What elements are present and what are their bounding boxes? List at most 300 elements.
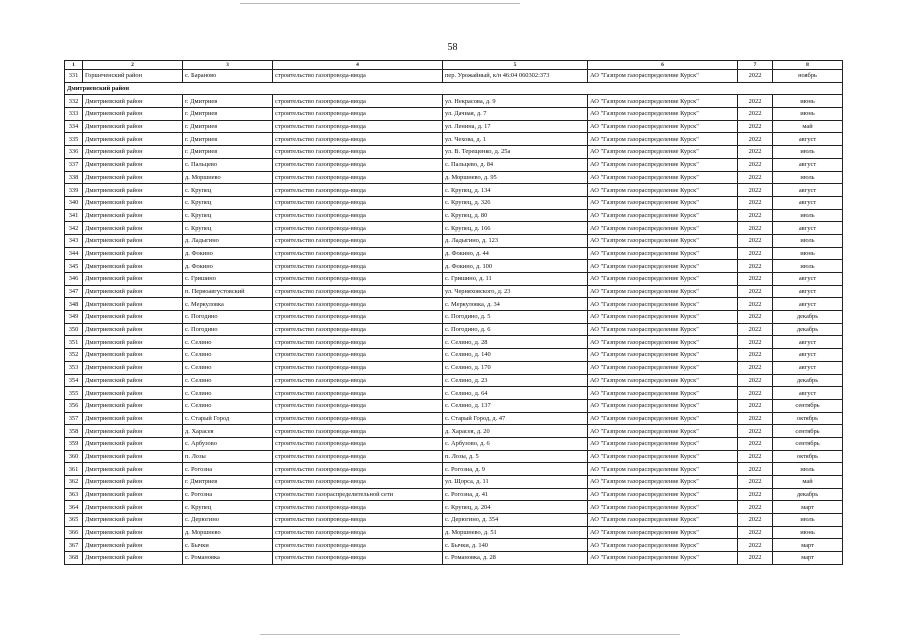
- settlement-cell: с. Селино: [183, 387, 273, 400]
- work-cell: строительство газопровода-ввода: [273, 361, 443, 374]
- settlement-cell: г. Дмитриев: [183, 95, 273, 108]
- work-cell: строительство газопровода-ввода: [273, 196, 443, 209]
- settlement-cell: с. Селино: [183, 336, 273, 349]
- month-cell: май: [773, 120, 843, 133]
- year-cell: 2022: [738, 158, 773, 171]
- settlement-cell: с. Гришино: [183, 273, 273, 286]
- organization-cell: АО "Газпром газораспределение Курск": [588, 539, 738, 552]
- row-number: 360: [65, 450, 83, 463]
- district-cell: Дмитриевский район: [83, 158, 183, 171]
- settlement-cell: с. Романовка: [183, 552, 273, 565]
- address-cell: с. Гришино, д. 11: [443, 273, 588, 286]
- row-number: 363: [65, 488, 83, 501]
- month-cell: сентябрь: [773, 399, 843, 412]
- month-cell: август: [773, 361, 843, 374]
- month-cell: декабрь: [773, 311, 843, 324]
- work-cell: строительство газопровода-ввода: [273, 374, 443, 387]
- work-cell: строительство газопровода-ввода: [273, 450, 443, 463]
- address-cell: д. Фокино, д. 44: [443, 247, 588, 260]
- month-cell: ноябрь: [773, 70, 843, 83]
- month-cell: август: [773, 285, 843, 298]
- address-cell: с. Селино, д. 140: [443, 349, 588, 362]
- row-number: 349: [65, 311, 83, 324]
- table-row: [65, 387, 843, 400]
- organization-cell: АО "Газпром газораспределение Курск": [588, 285, 738, 298]
- organization-cell: АО "Газпром газораспределение Курск": [588, 146, 738, 159]
- table-row: [65, 488, 843, 501]
- page-number: 58: [447, 42, 458, 53]
- year-cell: 2022: [738, 387, 773, 400]
- month-cell: август: [773, 184, 843, 197]
- work-cell: строительство газопровода-ввода: [273, 171, 443, 184]
- year-cell: 2022: [738, 323, 773, 336]
- header-row: [65, 61, 843, 70]
- organization-cell: АО "Газпром газораспределение Курск": [588, 70, 738, 83]
- year-cell: 2022: [738, 425, 773, 438]
- year-cell: 2022: [738, 311, 773, 324]
- month-cell: июль: [773, 146, 843, 159]
- district-cell: Дмитриевский район: [83, 463, 183, 476]
- work-cell: строительство газораспределительной сети: [273, 488, 443, 501]
- work-cell: строительство газопровода-ввода: [273, 260, 443, 273]
- month-cell: май: [773, 476, 843, 489]
- section-title: Дмитриевский район: [65, 82, 843, 95]
- month-cell: декабрь: [773, 374, 843, 387]
- row-number: 347: [65, 285, 83, 298]
- year-cell: 2022: [738, 412, 773, 425]
- organization-cell: АО "Газпром газораспределение Курск": [588, 463, 738, 476]
- district-cell: Дмитриевский район: [83, 273, 183, 286]
- settlement-cell: г. Дмитриев: [183, 476, 273, 489]
- district-cell: Дмитриевский район: [83, 146, 183, 159]
- row-number: 368: [65, 552, 83, 565]
- settlement-cell: с. Крупец: [183, 209, 273, 222]
- work-cell: строительство газопровода-ввода: [273, 285, 443, 298]
- organization-cell: АО "Газпром газораспределение Курск": [588, 209, 738, 222]
- address-cell: с. Крупец, д. 80: [443, 209, 588, 222]
- row-number: 336: [65, 146, 83, 159]
- table-row: [65, 285, 843, 298]
- table-row: [65, 171, 843, 184]
- month-cell: август: [773, 387, 843, 400]
- settlement-cell: г. Дмитриев: [183, 146, 273, 159]
- settlement-cell: с. Старый Город: [183, 412, 273, 425]
- district-cell: Дмитриевский район: [83, 450, 183, 463]
- row-number: 367: [65, 539, 83, 552]
- address-cell: с. Селино, д. 137: [443, 399, 588, 412]
- year-cell: 2022: [738, 95, 773, 108]
- column-header: 8: [773, 61, 843, 70]
- work-cell: строительство газопровода-ввода: [273, 70, 443, 83]
- settlement-cell: с. Бараново: [183, 70, 273, 83]
- district-cell: Дмитриевский район: [83, 501, 183, 514]
- organization-cell: АО "Газпром газораспределение Курск": [588, 425, 738, 438]
- district-cell: Дмитриевский район: [83, 120, 183, 133]
- work-cell: строительство газопровода-ввода: [273, 552, 443, 565]
- month-cell: август: [773, 336, 843, 349]
- table-row: [65, 349, 843, 362]
- year-cell: 2022: [738, 209, 773, 222]
- row-number: 331: [65, 70, 83, 83]
- organization-cell: АО "Газпром газораспределение Курск": [588, 488, 738, 501]
- table-row: [65, 298, 843, 311]
- year-cell: 2022: [738, 247, 773, 260]
- settlement-cell: п. Первоавгустовский: [183, 285, 273, 298]
- district-cell: Дмитриевский район: [83, 209, 183, 222]
- year-cell: 2022: [738, 488, 773, 501]
- table-row: [65, 273, 843, 286]
- month-cell: август: [773, 222, 843, 235]
- work-cell: строительство газопровода-ввода: [273, 539, 443, 552]
- table-row: [65, 158, 843, 171]
- address-cell: с. Дерюгино, д. 354: [443, 514, 588, 527]
- work-cell: строительство газопровода-ввода: [273, 298, 443, 311]
- work-cell: строительство газопровода-ввода: [273, 234, 443, 247]
- district-cell: Дмитриевский район: [83, 336, 183, 349]
- district-cell: Дмитриевский район: [83, 171, 183, 184]
- settlement-cell: с. Бычки: [183, 539, 273, 552]
- table-row: [65, 323, 843, 336]
- work-cell: строительство газопровода-ввода: [273, 412, 443, 425]
- row-number: 339: [65, 184, 83, 197]
- month-cell: октябрь: [773, 412, 843, 425]
- work-cell: строительство газопровода-ввода: [273, 514, 443, 527]
- address-cell: с. Крупец, д. 326: [443, 196, 588, 209]
- organization-cell: АО "Газпром газораспределение Курск": [588, 260, 738, 273]
- year-cell: 2022: [738, 273, 773, 286]
- district-cell: Дмитриевский район: [83, 222, 183, 235]
- row-number: 333: [65, 108, 83, 121]
- year-cell: 2022: [738, 526, 773, 539]
- settlement-cell: с. Селино: [183, 374, 273, 387]
- column-header: 4: [273, 61, 443, 70]
- organization-cell: АО "Газпром газораспределение Курск": [588, 222, 738, 235]
- settlement-cell: г. Дмитриев: [183, 120, 273, 133]
- row-number: 358: [65, 425, 83, 438]
- settlement-cell: д. Фокино: [183, 260, 273, 273]
- address-cell: с. Бычки, д. 140: [443, 539, 588, 552]
- month-cell: август: [773, 298, 843, 311]
- address-cell: пер. Урожайный, к/н 46:04 060302:373: [443, 70, 588, 83]
- organization-cell: АО "Газпром газораспределение Курск": [588, 311, 738, 324]
- month-cell: июнь: [773, 247, 843, 260]
- year-cell: 2022: [738, 146, 773, 159]
- month-cell: август: [773, 196, 843, 209]
- table-row: [65, 336, 843, 349]
- row-number: 356: [65, 399, 83, 412]
- row-number: 364: [65, 501, 83, 514]
- work-cell: строительство газопровода-ввода: [273, 120, 443, 133]
- district-cell: Дмитриевский район: [83, 298, 183, 311]
- organization-cell: АО "Газпром газораспределение Курск": [588, 247, 738, 260]
- table-row: [65, 108, 843, 121]
- table-row: [65, 184, 843, 197]
- work-cell: строительство газопровода-ввода: [273, 209, 443, 222]
- month-cell: июнь: [773, 108, 843, 121]
- address-cell: ул. Дачная, д. 7: [443, 108, 588, 121]
- address-cell: с. Старый Город, д. 47: [443, 412, 588, 425]
- district-cell: Дмитриевский район: [83, 425, 183, 438]
- month-cell: март: [773, 501, 843, 514]
- year-cell: 2022: [738, 552, 773, 565]
- address-cell: д. Харасея, д. 20: [443, 425, 588, 438]
- month-cell: июль: [773, 234, 843, 247]
- organization-cell: АО "Газпром газораспределение Курск": [588, 476, 738, 489]
- organization-cell: АО "Газпром газораспределение Курск": [588, 133, 738, 146]
- row-number: 352: [65, 349, 83, 362]
- district-cell: Дмитриевский район: [83, 399, 183, 412]
- year-cell: 2022: [738, 437, 773, 450]
- settlement-cell: с. Дерюгино: [183, 514, 273, 527]
- year-cell: 2022: [738, 298, 773, 311]
- organization-cell: АО "Газпром газораспределение Курск": [588, 234, 738, 247]
- organization-cell: АО "Газпром газораспределение Курск": [588, 120, 738, 133]
- row-number: 340: [65, 196, 83, 209]
- table-body: [65, 70, 843, 565]
- column-header: 6: [588, 61, 738, 70]
- year-cell: 2022: [738, 196, 773, 209]
- work-cell: строительство газопровода-ввода: [273, 399, 443, 412]
- district-cell: Дмитриевский район: [83, 247, 183, 260]
- scan-artifact-top: [240, 3, 520, 4]
- address-cell: с. Арбузово, д. 6: [443, 437, 588, 450]
- work-cell: строительство газопровода-ввода: [273, 463, 443, 476]
- table-row: [65, 463, 843, 476]
- organization-cell: АО "Газпром газораспределение Курск": [588, 336, 738, 349]
- district-cell: Дмитриевский район: [83, 311, 183, 324]
- organization-cell: АО "Газпром газораспределение Курск": [588, 349, 738, 362]
- column-header: 7: [738, 61, 773, 70]
- year-cell: 2022: [738, 222, 773, 235]
- district-cell: Дмитриевский район: [83, 108, 183, 121]
- year-cell: 2022: [738, 476, 773, 489]
- row-number: 337: [65, 158, 83, 171]
- document-table: [64, 60, 843, 565]
- table-row: [65, 450, 843, 463]
- work-cell: строительство газопровода-ввода: [273, 95, 443, 108]
- address-cell: ул. Чехова, д. 1: [443, 133, 588, 146]
- work-cell: строительство газопровода-ввода: [273, 222, 443, 235]
- address-cell: с. Меркуловка, д. 34: [443, 298, 588, 311]
- settlement-cell: г. Дмитриев: [183, 133, 273, 146]
- row-number: 351: [65, 336, 83, 349]
- year-cell: 2022: [738, 234, 773, 247]
- year-cell: 2022: [738, 336, 773, 349]
- table-row: [65, 234, 843, 247]
- table-row: [65, 247, 843, 260]
- year-cell: 2022: [738, 171, 773, 184]
- month-cell: август: [773, 273, 843, 286]
- month-cell: сентябрь: [773, 425, 843, 438]
- table-row: [65, 399, 843, 412]
- table-row: [65, 120, 843, 133]
- month-cell: сентябрь: [773, 437, 843, 450]
- section-row: [65, 82, 843, 95]
- district-cell: Дмитриевский район: [83, 514, 183, 527]
- row-number: 353: [65, 361, 83, 374]
- settlement-cell: д. Харасея: [183, 425, 273, 438]
- year-cell: 2022: [738, 184, 773, 197]
- row-number: 355: [65, 387, 83, 400]
- table-row: [65, 260, 843, 273]
- year-cell: 2022: [738, 463, 773, 476]
- table-row: [65, 133, 843, 146]
- table-row: [65, 412, 843, 425]
- work-cell: строительство газопровода-ввода: [273, 476, 443, 489]
- month-cell: август: [773, 133, 843, 146]
- table-row: [65, 514, 843, 527]
- address-cell: с. Пальцево, д. 84: [443, 158, 588, 171]
- organization-cell: АО "Газпром газораспределение Курск": [588, 171, 738, 184]
- table-row: [65, 311, 843, 324]
- month-cell: август: [773, 158, 843, 171]
- settlement-cell: с. Крупец: [183, 501, 273, 514]
- row-number: 359: [65, 437, 83, 450]
- row-number: 345: [65, 260, 83, 273]
- district-cell: Дмитриевский район: [83, 323, 183, 336]
- address-cell: ул. Черняховского, д. 23: [443, 285, 588, 298]
- address-cell: ул. Некрасова, д. 9: [443, 95, 588, 108]
- year-cell: 2022: [738, 539, 773, 552]
- address-cell: с. Крупец, д. 166: [443, 222, 588, 235]
- table-row: [65, 425, 843, 438]
- year-cell: 2022: [738, 133, 773, 146]
- organization-cell: АО "Газпром газораспределение Курск": [588, 108, 738, 121]
- year-cell: 2022: [738, 374, 773, 387]
- settlement-cell: с. Рогозна: [183, 488, 273, 501]
- work-cell: строительство газопровода-ввода: [273, 146, 443, 159]
- district-cell: Дмитриевский район: [83, 539, 183, 552]
- address-cell: ул. В. Терещенко, д. 25а: [443, 146, 588, 159]
- district-cell: Дмитриевский район: [83, 285, 183, 298]
- table-row: [65, 209, 843, 222]
- month-cell: август: [773, 349, 843, 362]
- table-row: [65, 146, 843, 159]
- address-cell: с. Крупец, д. 204: [443, 501, 588, 514]
- year-cell: 2022: [738, 70, 773, 83]
- table-row: [65, 476, 843, 489]
- year-cell: 2022: [738, 285, 773, 298]
- month-cell: июнь: [773, 526, 843, 539]
- district-cell: Дмитриевский район: [83, 552, 183, 565]
- month-cell: март: [773, 539, 843, 552]
- address-cell: с. Крупец, д. 134: [443, 184, 588, 197]
- row-number: 346: [65, 273, 83, 286]
- district-cell: Дмитриевский район: [83, 184, 183, 197]
- table-row: [65, 437, 843, 450]
- settlement-cell: д. Фокино: [183, 247, 273, 260]
- row-number: 334: [65, 120, 83, 133]
- organization-cell: АО "Газпром газораспределение Курск": [588, 526, 738, 539]
- organization-cell: АО "Газпром газораспределение Курск": [588, 552, 738, 565]
- column-header: 5: [443, 61, 588, 70]
- month-cell: июль: [773, 260, 843, 273]
- settlement-cell: г. Дмитриев: [183, 108, 273, 121]
- work-cell: строительство газопровода-ввода: [273, 501, 443, 514]
- row-number: 354: [65, 374, 83, 387]
- settlement-cell: с. Арбузово: [183, 437, 273, 450]
- row-number: 338: [65, 171, 83, 184]
- settlement-cell: с. Селино: [183, 349, 273, 362]
- month-cell: июль: [773, 171, 843, 184]
- address-cell: ул. Ленина, д. 17: [443, 120, 588, 133]
- column-header: 2: [83, 61, 183, 70]
- address-cell: с. Селино, д. 170: [443, 361, 588, 374]
- year-cell: 2022: [738, 349, 773, 362]
- organization-cell: АО "Газпром газораспределение Курск": [588, 399, 738, 412]
- organization-cell: АО "Газпром газораспределение Курск": [588, 387, 738, 400]
- address-cell: д. Ладыгино, д. 123: [443, 234, 588, 247]
- settlement-cell: с. Крупец: [183, 184, 273, 197]
- row-number: 342: [65, 222, 83, 235]
- table-row: [65, 526, 843, 539]
- settlement-cell: с. Пальцево: [183, 158, 273, 171]
- year-cell: 2022: [738, 501, 773, 514]
- table-row: [65, 70, 843, 83]
- district-cell: Дмитриевский район: [83, 133, 183, 146]
- organization-cell: АО "Газпром газораспределение Курск": [588, 514, 738, 527]
- column-header: 3: [183, 61, 273, 70]
- settlement-cell: д. Ладыгино: [183, 234, 273, 247]
- month-cell: октябрь: [773, 450, 843, 463]
- table-row: [65, 222, 843, 235]
- district-cell: Горшеченский район: [83, 70, 183, 83]
- district-cell: Дмитриевский район: [83, 437, 183, 450]
- settlement-cell: п. Лозы: [183, 450, 273, 463]
- organization-cell: АО "Газпром газораспределение Курск": [588, 273, 738, 286]
- address-cell: п. Лозы, д. 5: [443, 450, 588, 463]
- work-cell: строительство газопровода-ввода: [273, 273, 443, 286]
- month-cell: декабрь: [773, 323, 843, 336]
- district-cell: Дмитриевский район: [83, 476, 183, 489]
- year-cell: 2022: [738, 260, 773, 273]
- settlement-cell: с. Крупец: [183, 222, 273, 235]
- organization-cell: АО "Газпром газораспределение Курск": [588, 158, 738, 171]
- month-cell: июнь: [773, 95, 843, 108]
- settlement-cell: с. Селино: [183, 399, 273, 412]
- year-cell: 2022: [738, 361, 773, 374]
- address-cell: д. Фокино, д. 100: [443, 260, 588, 273]
- row-number: 341: [65, 209, 83, 222]
- district-cell: Дмитриевский район: [83, 488, 183, 501]
- district-cell: Дмитриевский район: [83, 361, 183, 374]
- organization-cell: АО "Газпром газораспределение Курск": [588, 95, 738, 108]
- month-cell: июль: [773, 209, 843, 222]
- address-cell: ул. Щорса, д. 11: [443, 476, 588, 489]
- column-header: 1: [65, 61, 83, 70]
- organization-cell: АО "Газпром газораспределение Курск": [588, 450, 738, 463]
- district-cell: Дмитриевский район: [83, 374, 183, 387]
- year-cell: 2022: [738, 399, 773, 412]
- organization-cell: АО "Газпром газораспределение Курск": [588, 437, 738, 450]
- table-row: [65, 552, 843, 565]
- month-cell: декабрь: [773, 488, 843, 501]
- work-cell: строительство газопровода-ввода: [273, 108, 443, 121]
- year-cell: 2022: [738, 120, 773, 133]
- settlement-cell: д. Моршнево: [183, 526, 273, 539]
- organization-cell: АО "Газпром газораспределение Курск": [588, 184, 738, 197]
- settlement-cell: д. Моршнево: [183, 171, 273, 184]
- district-cell: Дмитриевский район: [83, 526, 183, 539]
- district-cell: Дмитриевский район: [83, 95, 183, 108]
- organization-cell: АО "Газпром газораспределение Курск": [588, 361, 738, 374]
- settlement-cell: с. Меркуловка: [183, 298, 273, 311]
- table-row: [65, 361, 843, 374]
- settlement-cell: с. Рогозна: [183, 463, 273, 476]
- address-cell: с. Селино, д. 28: [443, 336, 588, 349]
- address-cell: с. Селино, д. 64: [443, 387, 588, 400]
- scan-artifact-bottom: [260, 634, 680, 635]
